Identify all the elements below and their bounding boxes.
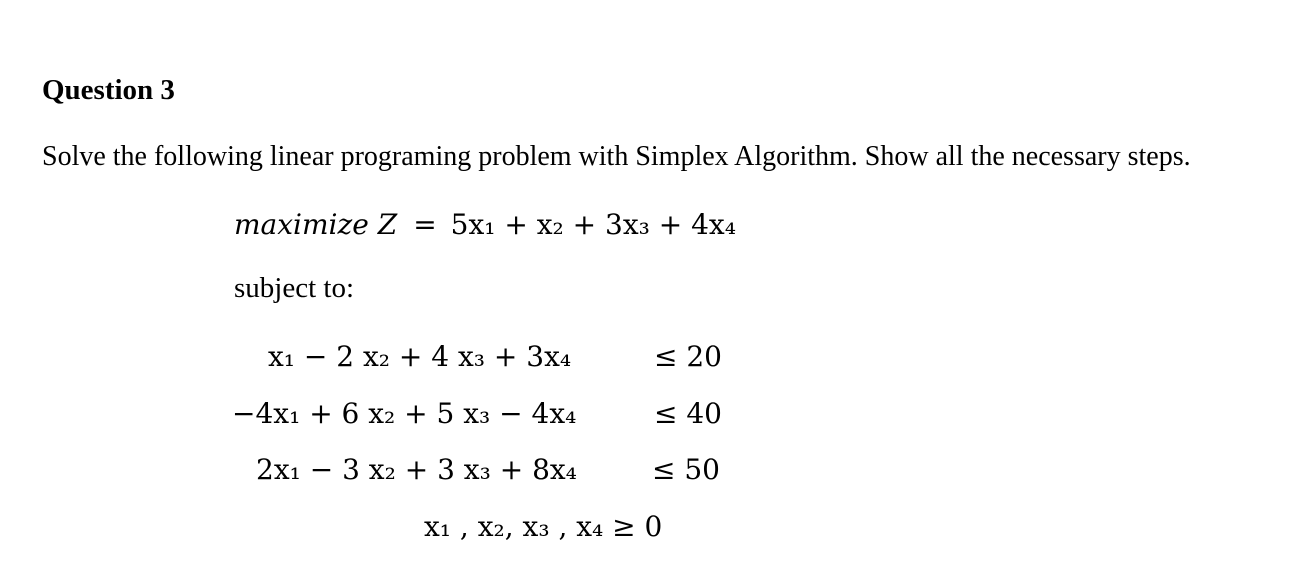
constraint-row bbox=[0, 340, 1304, 380]
constraint-lhs: −4x₁ + 6 x₂ + 5 x₃ − 4x₄ bbox=[232, 397, 577, 430]
constraint-rhs: ≤ 40 bbox=[654, 397, 722, 430]
objective-label: maximize Z bbox=[234, 208, 398, 241]
problem-instruction: Solve the following linear programing problem with Simplex Algorithm. Show all the necessary steps. bbox=[42, 141, 1191, 172]
objective-expression: 5x₁ + x₂ + 3x₃ + 4x₄ bbox=[450, 208, 736, 241]
constraint-rhs: ≤ 50 bbox=[652, 453, 720, 486]
objective-relation: = bbox=[413, 208, 437, 241]
question-title: Question 3 bbox=[42, 74, 175, 106]
objective-function bbox=[234, 208, 736, 241]
constraint-row bbox=[0, 397, 1304, 437]
subject-to-label: subject to: bbox=[234, 272, 355, 304]
constraint-lhs: x₁ − 2 x₂ + 4 x₃ + 3x₄ bbox=[268, 340, 572, 373]
constraint-lhs: 2x₁ − 3 x₂ + 3 x₃ + 8x₄ bbox=[256, 453, 577, 486]
nonnegativity-constraint: x₁ , x₂, x₃ , x₄ ≥ 0 bbox=[424, 510, 663, 543]
constraint-row bbox=[0, 453, 1304, 493]
constraint-rhs: ≤ 20 bbox=[654, 340, 722, 373]
